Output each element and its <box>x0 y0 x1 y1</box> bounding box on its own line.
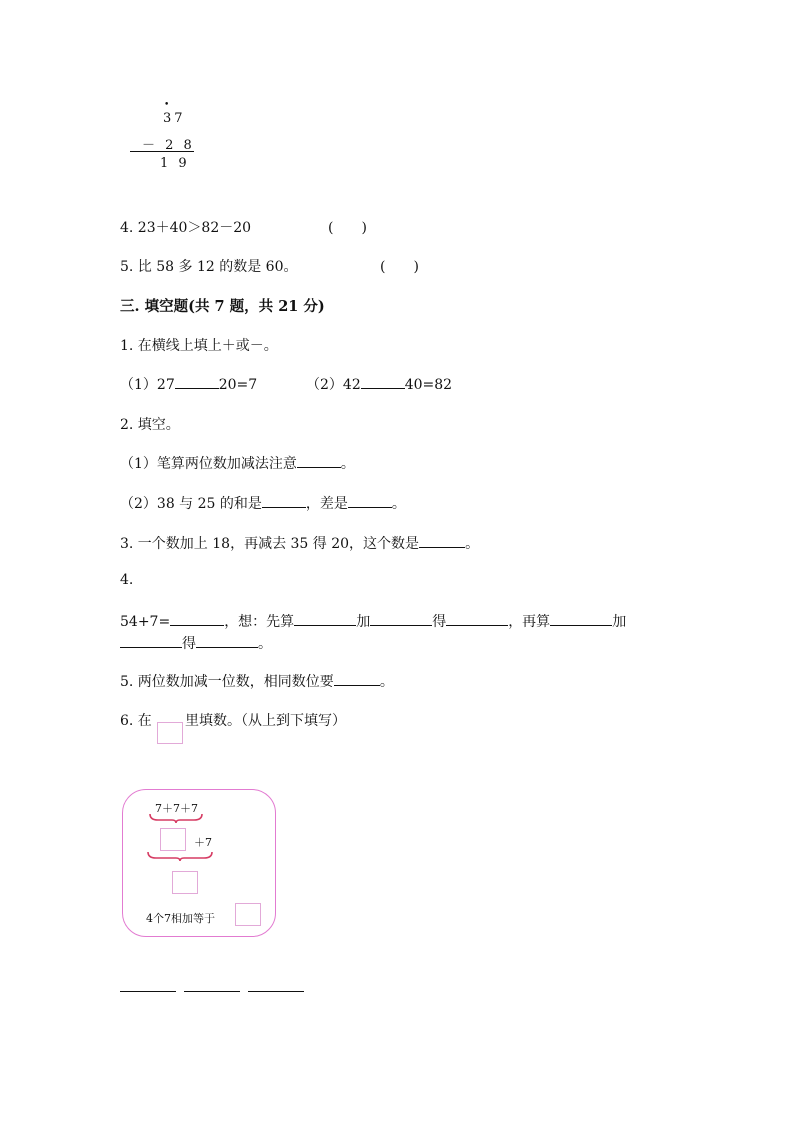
diagram-top-expr: 7＋7＋7 <box>155 802 198 815</box>
answer-blank-1[interactable] <box>120 991 176 992</box>
diagram-bottom-text: 4个7相加等于 <box>146 912 215 925</box>
fill-q4-l1-d: 得 <box>432 614 447 630</box>
fill-q1-b-blank[interactable] <box>361 374 405 389</box>
fill-q4-line1 <box>120 611 626 631</box>
section-title: 三. 填空题(共 7 题，共 21 分) <box>120 298 325 315</box>
fill-q5-blank[interactable] <box>334 671 380 686</box>
diagram-plus-seven: ＋7 <box>194 836 212 849</box>
fill-q3-blank[interactable] <box>419 533 465 548</box>
fill-q2-sub1-blank[interactable] <box>297 453 341 468</box>
fill-q2-sub2 <box>120 493 406 513</box>
fill-q4-blank5[interactable] <box>550 611 612 626</box>
fill-q1-line-b <box>306 374 452 394</box>
fill-q2-sub2-blank2[interactable] <box>348 493 392 508</box>
diagram-box-1[interactable] <box>160 828 186 851</box>
fill-q2-stem: 2. 填空。 <box>120 417 180 433</box>
fill-q2-sub2-blank1[interactable] <box>262 493 306 508</box>
carry-dot: • <box>164 100 170 110</box>
fill-q2-sub2-prefix: （2）38 与 25 的和是 <box>120 496 262 512</box>
fill-q1-a-suffix: 20=7 <box>218 377 258 393</box>
brace-top-icon <box>148 812 204 824</box>
fill-q6-suffix: 里填数。（从上到下填写） <box>185 713 346 729</box>
fill-q6-example-box <box>157 722 183 744</box>
fill-q3-suffix: 。 <box>465 536 480 552</box>
fill-q3 <box>120 533 479 553</box>
fill-q2-sub1 <box>120 453 355 473</box>
brace-bottom-icon <box>146 850 214 862</box>
vertical-calc-result: 1 9 <box>160 156 190 171</box>
fill-q5-prefix: 5. 两位数加减一位数，相同数位要 <box>120 674 334 690</box>
answer-blank-2[interactable] <box>184 991 240 992</box>
vertical-calc-line <box>130 151 194 152</box>
judge-q4: 4. 23＋40＞82－20 <box>120 220 252 236</box>
diagram-box-3[interactable] <box>235 903 261 926</box>
fill-q4-stem: 4. <box>120 572 134 588</box>
fill-q4-l1-c: 加 <box>356 614 371 630</box>
fill-q4-l1-e: ，再算 <box>508 614 551 630</box>
fill-q4-blank4[interactable] <box>446 611 508 626</box>
judge-q5-paren[interactable]: ( ) <box>380 259 419 275</box>
fill-q4-line2 <box>120 633 272 653</box>
fill-q2-sub2-suffix: 。 <box>391 496 406 512</box>
fill-q4-blank7[interactable] <box>196 633 258 648</box>
answer-blank-3[interactable] <box>248 991 304 992</box>
fill-q4-l1-b: ，想：先算 <box>224 614 295 630</box>
fill-q4-blank3[interactable] <box>370 611 432 626</box>
fill-q4-l2-b: 。 <box>258 636 272 652</box>
fill-q1-stem: 1. 在横线上填上＋或－。 <box>120 338 278 354</box>
fill-q3-prefix: 3. 一个数加上 18，再减去 35 得 20，这个数是 <box>120 536 420 552</box>
fill-q4-l2-a: 得 <box>182 636 196 652</box>
fill-q4-blank2[interactable] <box>294 611 356 626</box>
fill-q6-prefix: 6. 在 <box>120 713 152 729</box>
fill-q2-sub2-mid: ，差是 <box>305 496 348 512</box>
fill-q5 <box>120 671 394 691</box>
fill-q1-a-prefix: （1）27 <box>120 377 175 393</box>
fill-q4-blank6[interactable] <box>120 633 182 648</box>
fill-q1-b-suffix: 40=82 <box>404 377 453 393</box>
fill-q1-b-prefix: （2）42 <box>306 377 361 393</box>
judge-q4-paren[interactable]: ( ) <box>328 220 367 236</box>
fill-q2-sub1-prefix: （1）笔算两位数加减法注意 <box>120 456 297 472</box>
vertical-calc-subtrahend: － 2 8 <box>142 138 195 153</box>
judge-q5: 5. 比 58 多 12 的数是 60。 <box>120 259 298 275</box>
fill-q4-l1-f: 加 <box>612 614 627 630</box>
fill-q1-a-blank[interactable] <box>175 374 219 389</box>
fill-q1-line <box>120 374 257 394</box>
fill-q2-sub1-suffix: 。 <box>340 456 355 472</box>
vertical-calc-top: 37 <box>163 111 186 126</box>
diagram-box-2[interactable] <box>172 871 198 894</box>
fill-q5-suffix: 。 <box>379 674 394 690</box>
fill-q4-l1-a: 54+7= <box>120 614 171 630</box>
fill-q4-blank1[interactable] <box>170 611 224 626</box>
